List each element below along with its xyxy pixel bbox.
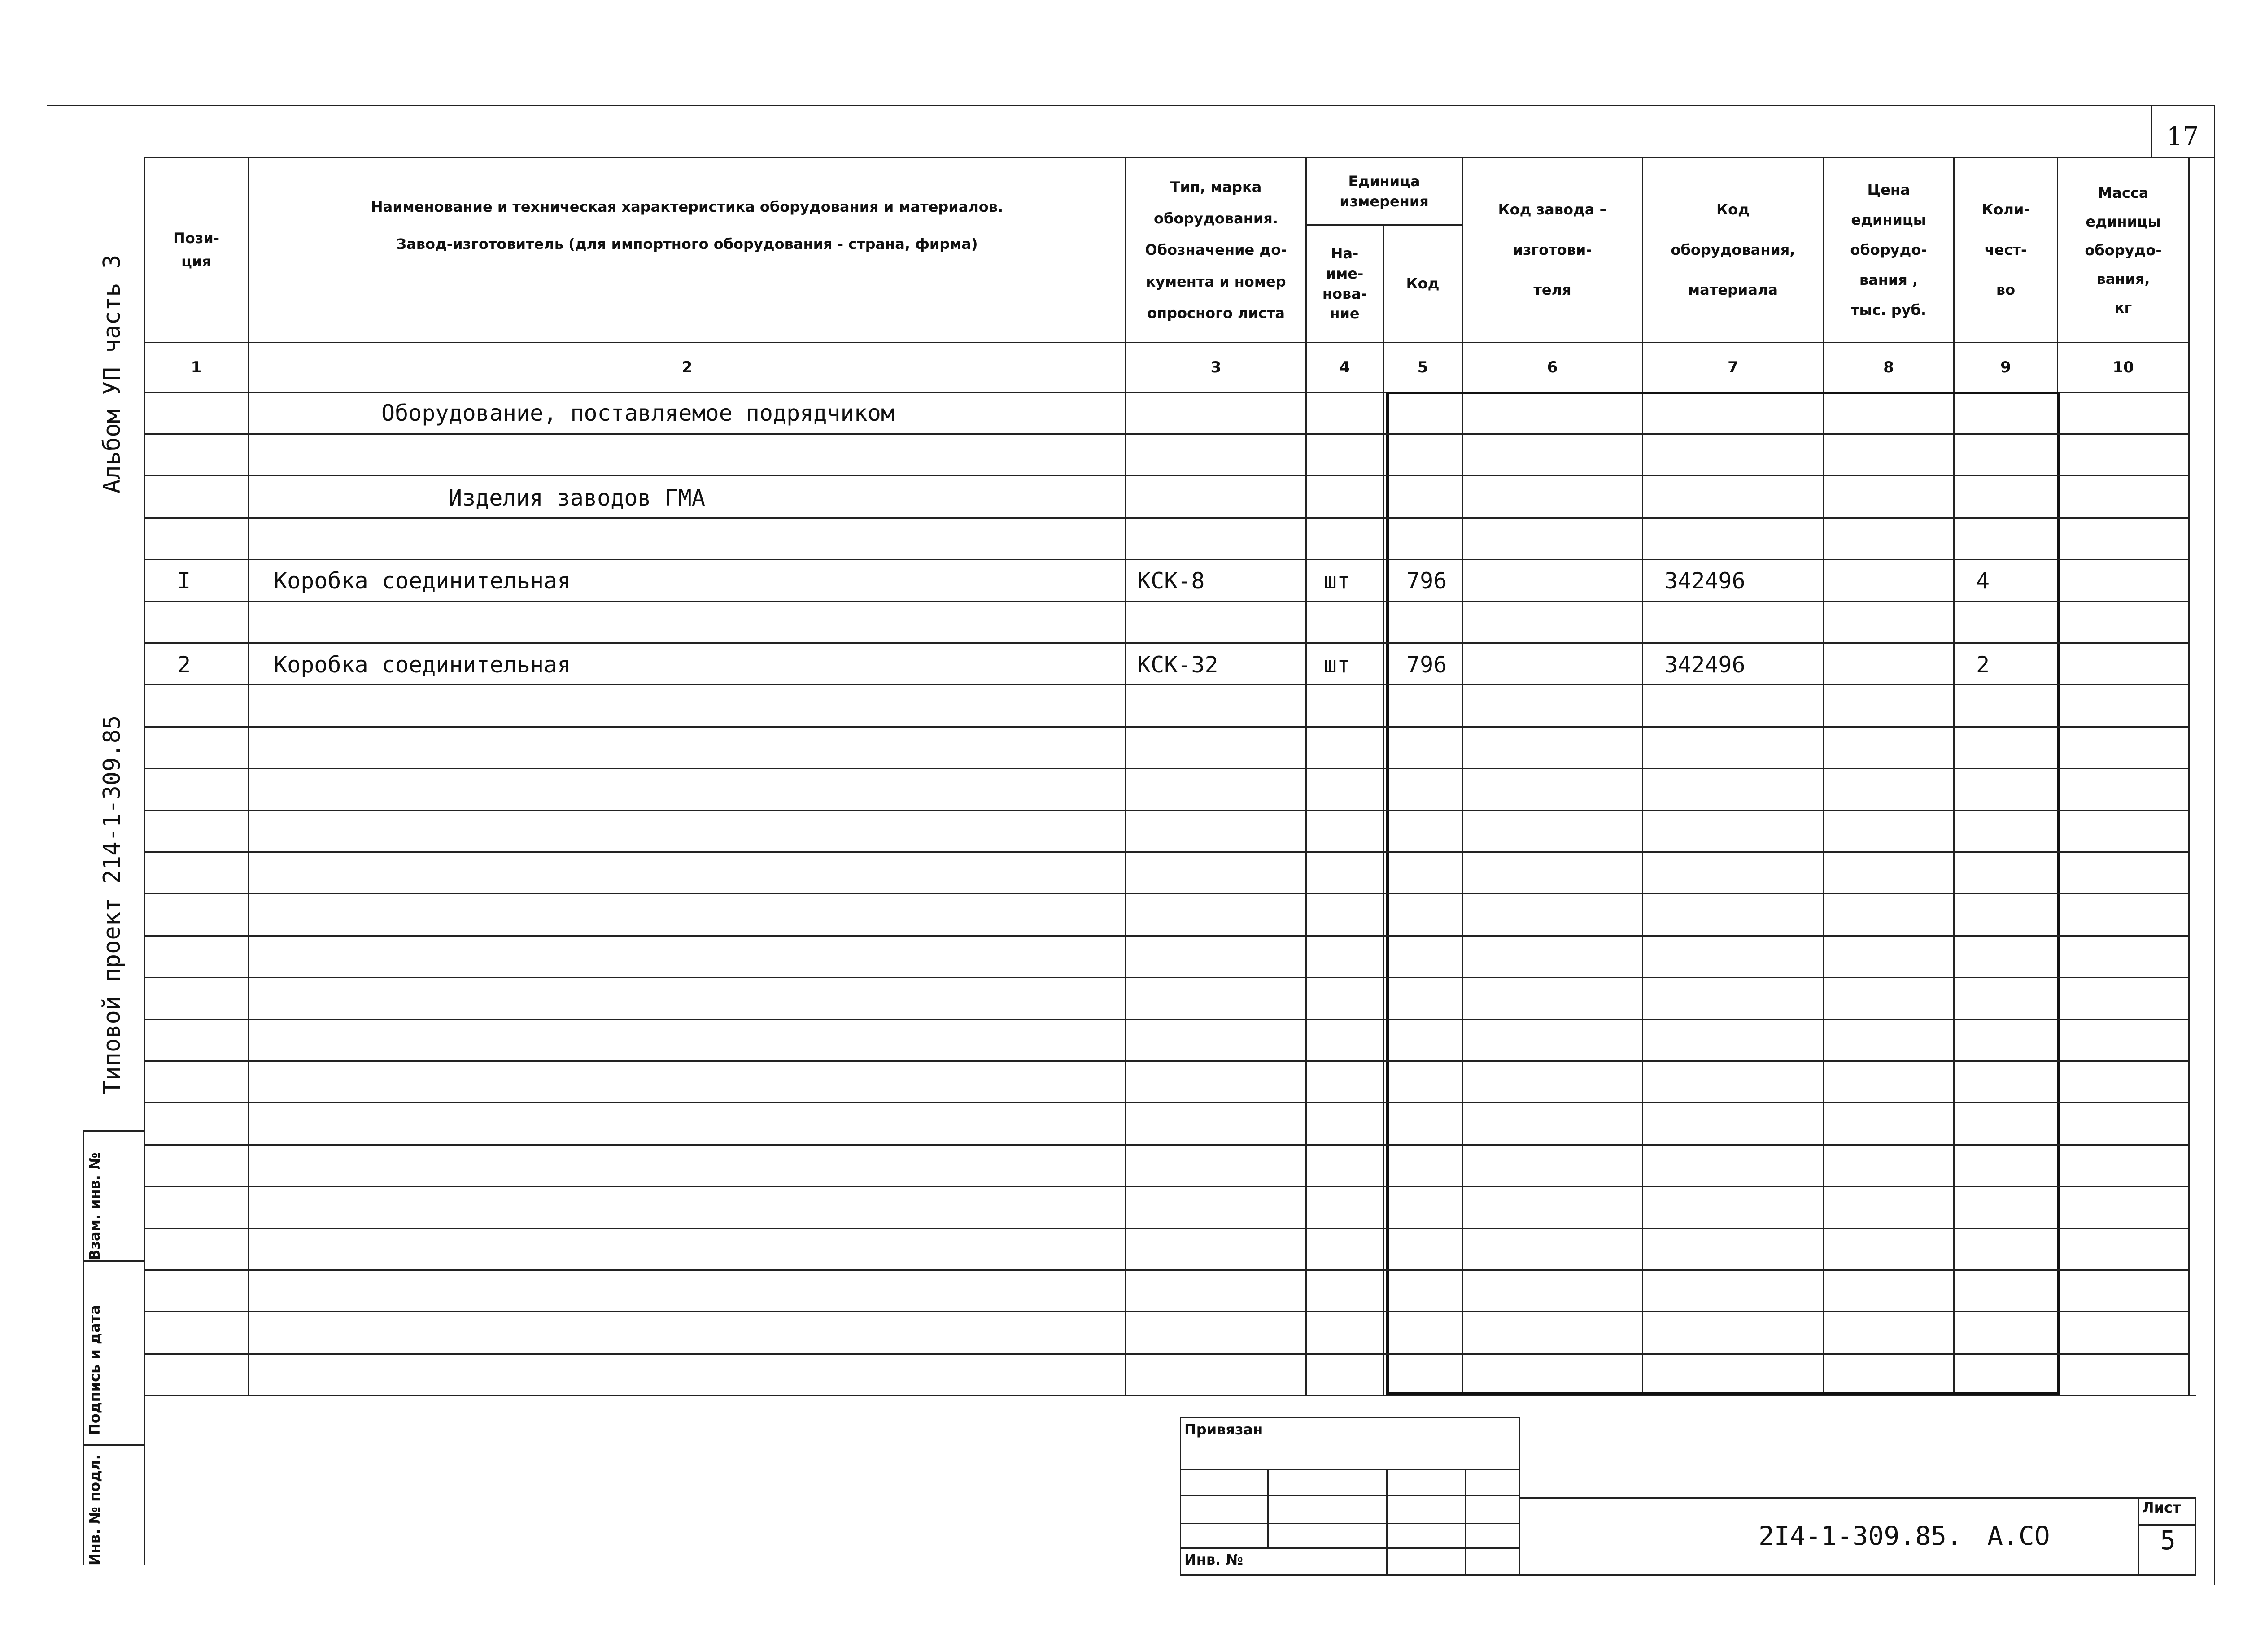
col-number-6: 6 [1547, 358, 1558, 376]
document-suffix: А.СО [1987, 1521, 2050, 1551]
privyazan-line-2 [1180, 1495, 1519, 1496]
header-quantity: Коли- чест- во [1981, 201, 2030, 299]
top-border-line [47, 105, 2214, 106]
row-name: Коробка соединительная [274, 652, 571, 678]
margin-project: Типовой проект 214-1-309.85 [99, 715, 126, 1094]
row-divider [144, 1228, 2189, 1229]
col-line-1 [248, 157, 249, 1395]
row-divider [144, 935, 2189, 937]
row-divider [144, 810, 2189, 811]
row-divider [144, 726, 2189, 728]
col-number-7: 7 [1728, 358, 1738, 376]
col-number-2: 2 [681, 358, 693, 376]
inv-no-label: Инв. № [1184, 1551, 1243, 1568]
row-divider [144, 1353, 2189, 1355]
list-box-right [2195, 1497, 2196, 1574]
col-number-1: 1 [191, 358, 202, 376]
privyazan-v-5 [1519, 1417, 1520, 1574]
col-line-2 [1125, 157, 1126, 1395]
outer-right-edge [2214, 105, 2215, 1585]
privyazan-v-4 [1465, 1469, 1466, 1574]
col-number-9: 9 [2000, 358, 2011, 376]
header-type: Тип, марка оборудования. Обозначение до- кумента и номер опросного листа [1145, 178, 1287, 322]
header-unit: Единица измерения [1340, 172, 1429, 210]
row-divider [144, 1019, 2189, 1020]
row-divider [144, 1269, 2189, 1271]
margin-podpis-label: Подпись и дата [86, 1305, 103, 1435]
row-divider [144, 977, 2189, 978]
col-line-6 [1642, 157, 1643, 1395]
row-divider [144, 1311, 2189, 1312]
col-line-5 [1462, 157, 1463, 1395]
col-line-right [2188, 157, 2190, 1395]
row-type: КСК-32 [1137, 652, 1218, 678]
table-bottom-line [144, 1395, 2196, 1396]
margin-box-line-1 [83, 1130, 144, 1132]
row-unit: шт [1323, 652, 1351, 678]
privyazan-label: Привязан [1184, 1421, 1263, 1438]
header-equip-code: Код оборудования, материала [1671, 201, 1795, 299]
row-quantity: 4 [1976, 568, 1990, 594]
margin-inv-podl-label: Инв. № подл. [86, 1454, 103, 1565]
header-unit-code: Код [1406, 275, 1440, 292]
margin-album: Альбом УП часть 3 [99, 254, 126, 493]
header-position: Пози- ция [173, 230, 220, 270]
row-divider [144, 559, 2189, 560]
row-divider [144, 851, 2189, 853]
margin-vzam-label: Взам. инв. № [86, 1152, 103, 1260]
row-divider [144, 768, 2189, 769]
thick-frame-bottom [1386, 1392, 2059, 1395]
section-heading-contractor: Оборудование, поставляемое подрядчиком [381, 400, 895, 426]
row-unit: шт [1323, 568, 1351, 594]
col-line-8 [1953, 157, 1955, 1395]
thick-frame-top [1386, 392, 2059, 394]
row-divider [144, 475, 2189, 476]
list-number: 5 [2160, 1525, 2176, 1556]
col-number-4: 4 [1339, 358, 1350, 376]
row-position: I [177, 568, 191, 594]
header-name: Наименование и техническая характеристика оборудования и материалов. Завод-изготовитель (для импортного оборудования - страна, фирма) [371, 198, 1004, 253]
title-block-top [1519, 1497, 2196, 1499]
row-divider [144, 893, 2189, 894]
document-code: 2I4-1-309.85. [1759, 1521, 1962, 1551]
header-unit-name: На- име- нова- ние [1322, 244, 1367, 323]
row-divider [144, 1060, 2189, 1062]
privyazan-line-4 [1180, 1547, 1519, 1549]
page-number: 17 [2167, 122, 2199, 151]
privyazan-top [1180, 1417, 1519, 1418]
col-number-3: 3 [1210, 358, 1222, 376]
row-divider [144, 1102, 2189, 1103]
row-divider [144, 1144, 2189, 1146]
section-heading-gma: Изделия заводов ГМА [449, 485, 705, 511]
header-mass: Масса единицы оборудо- вания, кг [2085, 184, 2162, 316]
col-number-5: 5 [1417, 358, 1428, 376]
row-equip-code: 342496 [1664, 652, 1746, 678]
page-number-box-left [2151, 105, 2152, 158]
row-divider [144, 642, 2189, 644]
row-equip-code: 342496 [1664, 568, 1746, 594]
row-unit-code: 796 [1406, 568, 1447, 594]
header-maker-code: Код завода – изготови- теля [1498, 201, 1607, 299]
col-line-7 [1823, 157, 1824, 1395]
row-type: КСК-8 [1137, 568, 1205, 594]
privyazan-line-1 [1180, 1469, 1519, 1470]
margin-box-line-2 [83, 1260, 144, 1262]
row-divider [144, 433, 2189, 435]
margin-box-line-3 [83, 1444, 144, 1446]
header-price: Цена единицы оборудо- вания , тыс. руб. [1850, 181, 1927, 319]
list-box-left [2138, 1497, 2139, 1574]
row-divider [144, 1186, 2189, 1187]
privyazan-v-3 [1386, 1469, 1388, 1574]
title-block-bottom [1180, 1574, 2196, 1576]
privyazan-v-1 [1180, 1417, 1181, 1574]
row-quantity: 2 [1976, 652, 1990, 678]
row-unit-code: 796 [1406, 652, 1447, 678]
list-label: Лист [2142, 1499, 2181, 1516]
col-line-3 [1305, 157, 1307, 1395]
row-name: Коробка соединительная [274, 568, 571, 594]
privyazan-v-2 [1267, 1469, 1269, 1547]
privyazan-line-3 [1180, 1523, 1519, 1524]
col-number-10: 10 [2112, 358, 2134, 376]
margin-box-left [83, 1130, 84, 1565]
col-number-8: 8 [1883, 358, 1894, 376]
row-position: 2 [177, 652, 191, 678]
